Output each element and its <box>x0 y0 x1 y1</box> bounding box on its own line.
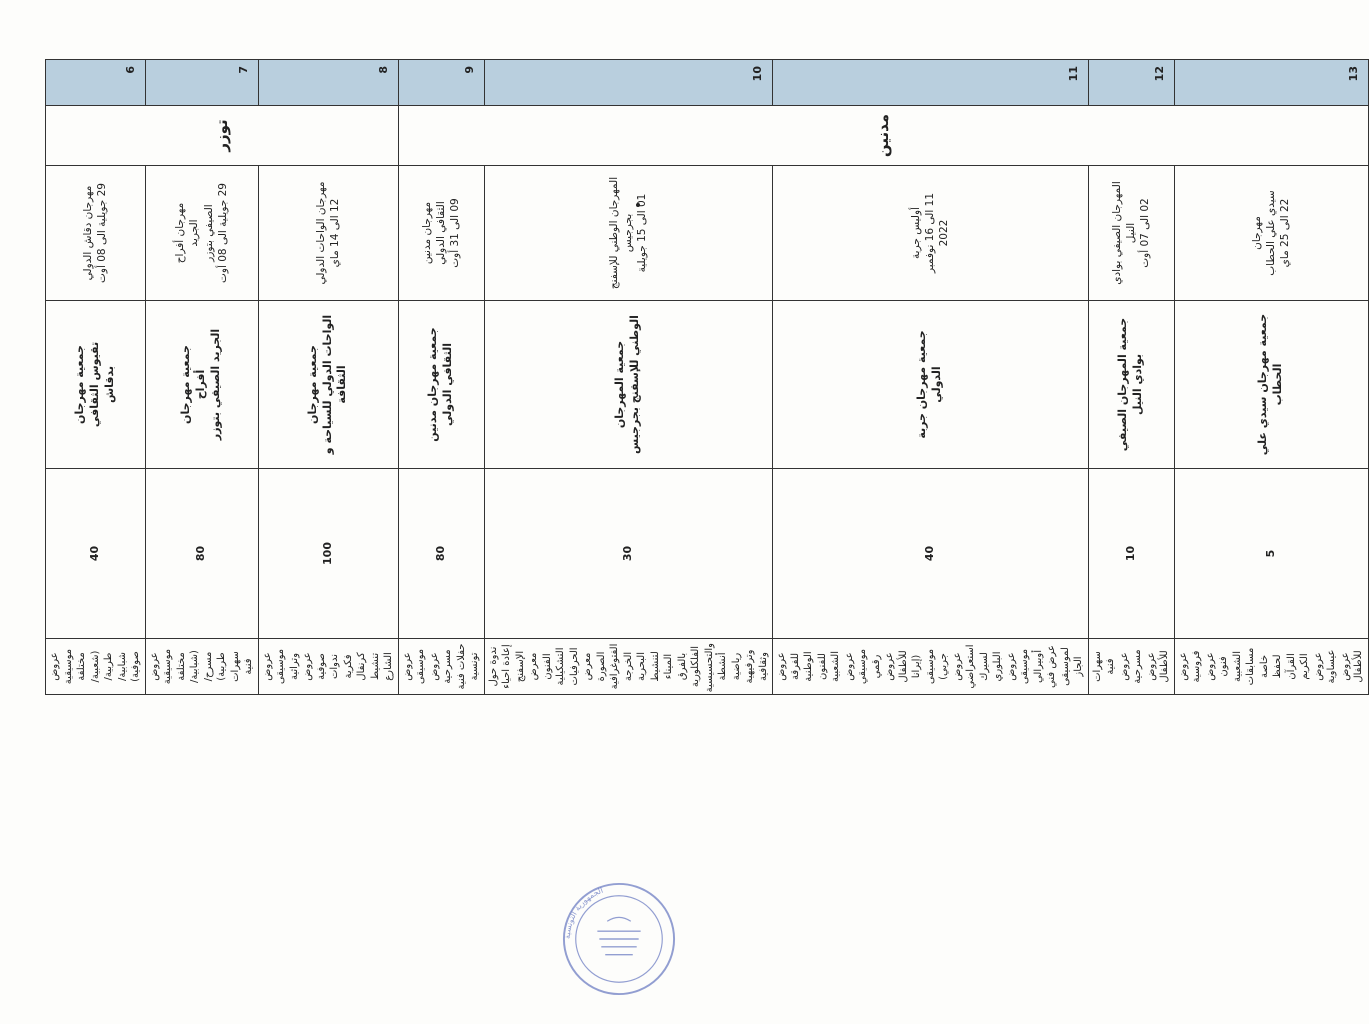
association-line: الوطني للإسفنج بجرجيس <box>628 315 642 454</box>
row-number: 6 <box>46 60 146 106</box>
association-line: الثقافي الدولي <box>441 343 454 426</box>
activity-line: الخرجة البحرية لتنشيط الميناء بالفرق الفلكلورية والتحسيسية <box>622 643 715 693</box>
festival-line: 2022 <box>938 219 951 247</box>
association-line: جمعية المهرجان <box>613 340 627 429</box>
association-cell <box>484 301 773 469</box>
table-row <box>1174 60 1368 965</box>
activity-line: ندوة حول إعادة احياء الإسفنج <box>487 644 526 689</box>
activity-line: عروض عيساوية <box>1312 649 1337 684</box>
activities-cell <box>1174 639 1368 695</box>
festival-line: مهرجان مدنين <box>420 201 433 265</box>
governorate-cell: مدنين <box>398 106 1368 166</box>
association-line: جمعية مهرجان <box>179 345 193 424</box>
activity-line: مسابقات خاصة لحفظ القرآن الكريم <box>1245 647 1310 686</box>
festival-cell <box>145 166 258 301</box>
activities-cell <box>145 639 258 695</box>
activity-line: عروض صوفية <box>302 652 327 681</box>
festival-line: 01 الى 15 جويلية <box>636 193 649 273</box>
association-line: تقيوس الثقافي <box>87 341 101 428</box>
activity-line: عروض للأطفال <box>1339 650 1364 683</box>
festival-cell <box>398 166 484 301</box>
festival-line: الصيفي بتوزر <box>202 204 215 262</box>
activity-line: عروض للأطفال (إيرانا موسيقى جربي) <box>884 648 949 685</box>
association-line: أفراح <box>194 369 208 400</box>
festival-line: الثقافي الدولي <box>434 201 447 265</box>
festival-line: الجريد <box>188 219 201 247</box>
table-row <box>258 60 398 965</box>
association-cell <box>258 301 398 469</box>
row-number: 7 <box>145 60 258 106</box>
festival-cell <box>1174 166 1368 301</box>
festival-cell <box>773 166 1089 301</box>
activity-line: عروض موسيقية مختلفة <box>49 648 87 685</box>
festival-line: سيدي علي الحطاب <box>1264 190 1277 276</box>
activity-line: سهرات فنية <box>1091 651 1116 682</box>
activity-line: معرض الفنون التشكيلية الحرفيات <box>528 647 580 686</box>
association-cell <box>1088 301 1174 469</box>
activity-line: عروض للأطفال <box>1145 650 1170 683</box>
activity-line: عروض موسيقى وتراثية <box>261 648 300 685</box>
rotated-table-wrapper <box>45 60 1364 965</box>
budget-cell: 80 <box>145 469 258 639</box>
festivals-table <box>45 59 1369 965</box>
association-line: جمعية مهرجان <box>72 345 86 424</box>
association-line: جمعية مهرجان مدنين <box>426 327 440 442</box>
row-number: 11 <box>773 60 1089 106</box>
festival-line: المهرجان الوطني للإسفنج <box>607 176 620 290</box>
activity-line: وثقافية <box>757 652 769 681</box>
festival-line: مهرجان <box>1250 216 1263 250</box>
festival-line: المهرجان الصيفي بوادي النيل <box>1110 181 1137 285</box>
table-row <box>773 60 1089 965</box>
association-line: بدقاش <box>102 366 116 403</box>
row-number: 8 <box>258 60 398 106</box>
activities-cell <box>46 639 146 695</box>
activity-line: عروض مسرحية <box>1118 649 1143 684</box>
festival-line: مهرجان دقاش الدولي <box>82 185 95 281</box>
festival-line: 02 الى 07 أوت <box>1139 198 1152 268</box>
activity-line: (شبابية/مسرح/طربية) <box>189 650 227 683</box>
activity-line: (شعبية/طربية/شبابية/صوفية) <box>89 650 141 683</box>
activities-cell <box>398 639 484 695</box>
festival-cell <box>258 166 398 301</box>
festival-line: 11 الى 16 نوفمبر <box>924 192 937 274</box>
activity-line: كرنفال تنشيط الشارع <box>356 652 394 681</box>
row-number: 9 <box>398 60 484 106</box>
association-cell <box>398 301 484 469</box>
activity-line: معرض الصورة الفتوغرافية <box>582 643 620 690</box>
festival-cell <box>1088 166 1174 301</box>
table-row <box>46 60 146 965</box>
association-line: الواحات الدولي للسياحة و الثقافة <box>320 314 349 455</box>
activity-line: سهرات فنية <box>229 651 254 682</box>
activity-line: عروض فروسية <box>1177 650 1202 683</box>
activities-cell <box>258 639 398 695</box>
budget-cell: 40 <box>773 469 1089 639</box>
activity-line: عروض استعراضي لسيرك البلوري <box>951 644 1003 689</box>
budget-cell: 40 <box>46 469 146 639</box>
association-cell <box>773 301 1089 469</box>
row-number: 12 <box>1088 60 1174 106</box>
association-cell <box>1174 301 1368 469</box>
activity-line: عروض موسيقي رقمي <box>843 648 882 685</box>
budget-cell: 30 <box>484 469 773 639</box>
festival-line: مهرجان الواحات الدولي <box>314 181 327 285</box>
activity-line: عروض موسيقى <box>401 648 426 685</box>
festival-line: بجرجيس <box>622 213 635 253</box>
table-row <box>484 60 773 965</box>
activity-line: عروض مسرحية <box>428 649 453 684</box>
stamp-text: الجمهورية التونسية <box>562 885 605 940</box>
activities-cell <box>484 639 773 695</box>
row-number: 10 <box>484 60 773 106</box>
row-number: 13 <box>1174 60 1368 106</box>
festival-line: أوليس جربة <box>909 207 922 259</box>
official-stamp <box>560 880 678 998</box>
association-cell <box>145 301 258 469</box>
association-line: جمعية مهرجان <box>305 345 319 424</box>
festival-line: 09 الى 31 أوت <box>449 198 462 268</box>
activity-line: عروض موسيقى أوبيرالي <box>1005 648 1044 685</box>
association-line: جمعية مهرجان جربة <box>915 330 929 439</box>
activity-line: عروض موسيقية مختلفة <box>148 648 187 685</box>
festival-line: 29 جويلية الى 08 أوت <box>216 183 229 283</box>
table-row <box>145 60 258 965</box>
budget-cell: 5 <box>1174 469 1368 639</box>
activity-line: حفلات فنية تونسية <box>455 643 480 690</box>
table-row <box>1088 60 1174 965</box>
activity-line: عروض للفرقة الوطنية للفنون الشعبية <box>776 651 841 682</box>
festival-cell <box>484 166 773 301</box>
association-line: الجريد الصيفي بتوزر <box>208 328 222 441</box>
association-line: جمعية مهرجان سيدي علي الحطاب <box>1256 313 1284 456</box>
association-cell <box>46 301 146 469</box>
festival-line: 12 الى 14 ماي <box>329 198 341 268</box>
festival-line: مهرجان أفراح <box>174 202 187 264</box>
association-line: جمعية المهرجان الصيفي بوادي النيل <box>1116 317 1144 452</box>
activity-line: عروض فنون الشعبية <box>1204 651 1243 682</box>
activity-line: ندوات فكرية <box>329 653 354 680</box>
governorate-cell: توزر <box>46 106 399 166</box>
budget-cell: 10 <box>1088 469 1174 639</box>
activities-cell <box>773 639 1089 695</box>
activities-cell <box>1088 639 1174 695</box>
activity-line: عرض فني لموسيقى الجاز <box>1046 645 1084 688</box>
activity-line: أنشطة رياضية وترفيهية <box>717 649 755 684</box>
budget-cell: 100 <box>258 469 398 639</box>
festival-line: 22 الى 25 ماي <box>1279 198 1292 268</box>
festival-cell <box>46 166 146 301</box>
festival-line: 29 جويلية الى 08 أوت <box>96 183 109 283</box>
association-line: الدولي <box>930 366 944 403</box>
table-row <box>398 60 484 965</box>
budget-cell: 80 <box>398 469 484 639</box>
